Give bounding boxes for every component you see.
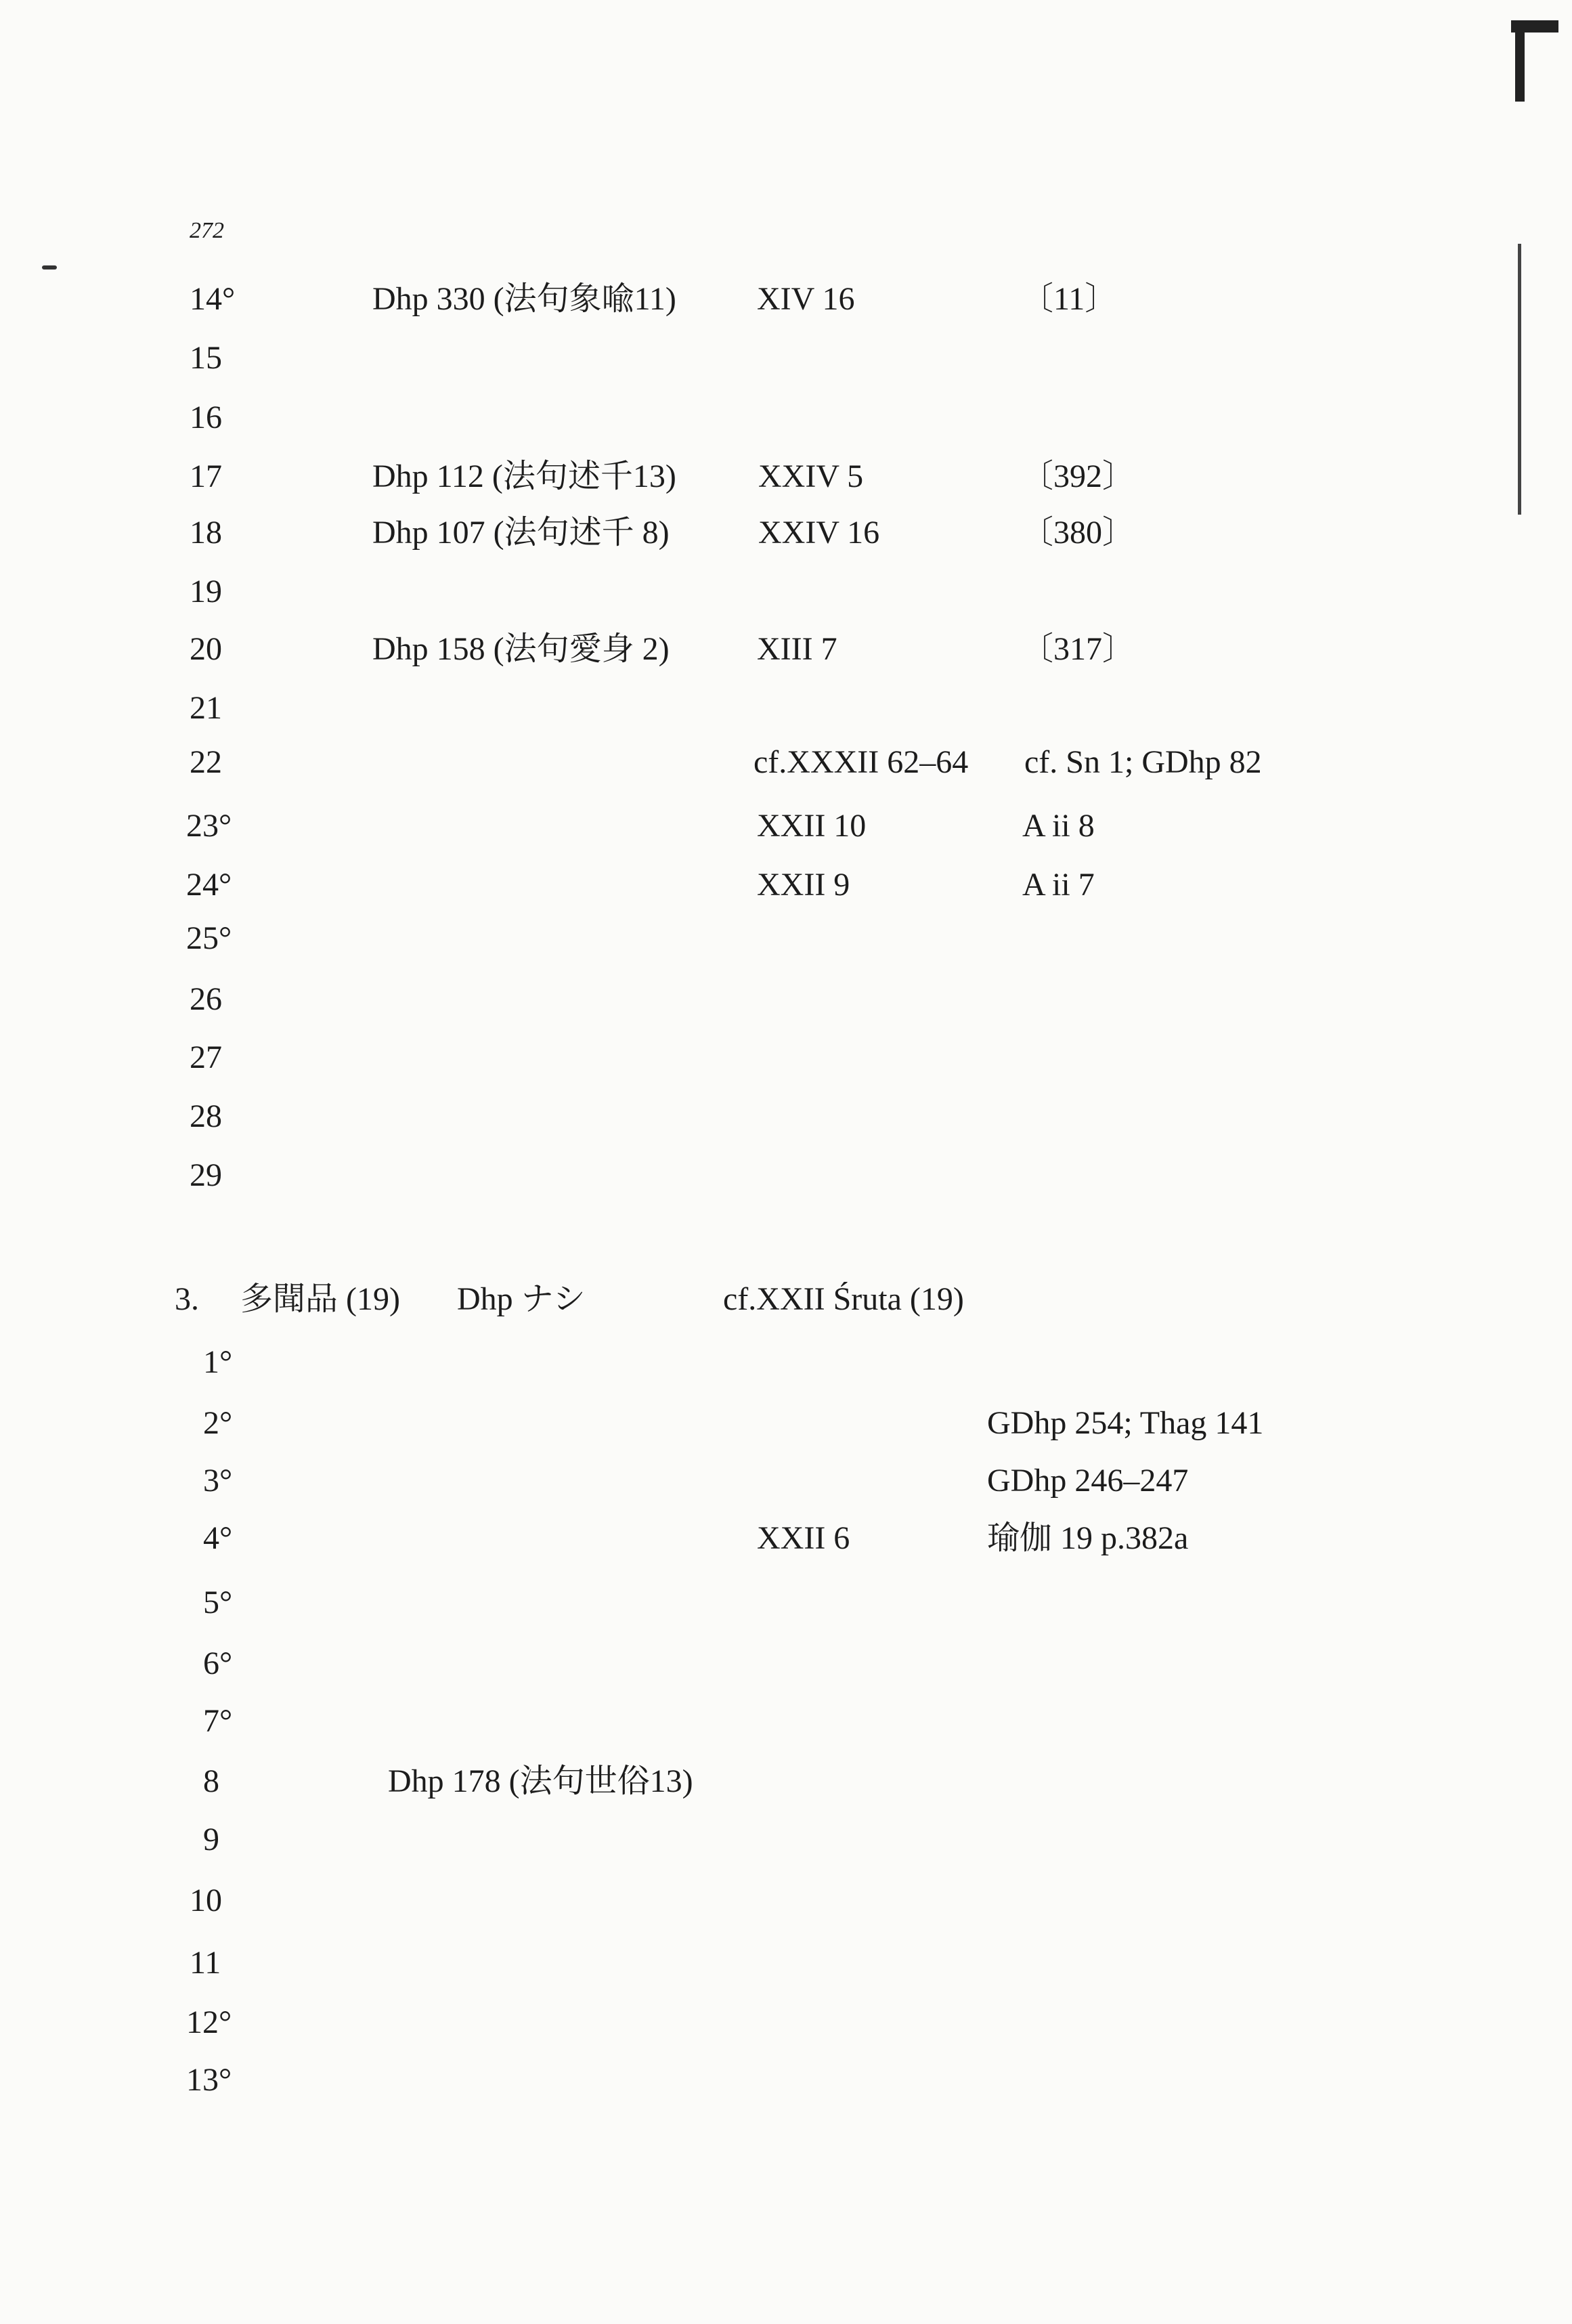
udanavarga-reference: XXII 6: [757, 1520, 850, 1556]
row-number: 15: [190, 340, 222, 376]
udanavarga-reference: XXII 9: [757, 867, 850, 903]
parallel-reference: 〔392〕: [1021, 458, 1135, 494]
row-number: 19: [190, 574, 222, 609]
scan-mark-top-right-stem: [1515, 20, 1525, 102]
row-number: 2°: [203, 1405, 233, 1441]
row-number: 14°: [190, 281, 236, 317]
udanavarga-reference: XXII 10: [757, 808, 867, 844]
row-number: 6°: [203, 1645, 233, 1681]
parallel-reference: 〔317〕: [1021, 631, 1135, 667]
dhp-reference: Dhp 112 (法句述千13): [372, 458, 676, 494]
udanavarga-reference: XIII 7: [757, 631, 837, 667]
row-number: 23°: [186, 808, 232, 844]
parallel-reference: GDhp 254; Thag 141: [987, 1405, 1264, 1441]
row-number: 21: [190, 690, 222, 726]
row-number: 26: [190, 981, 222, 1017]
udanavarga-reference: XXIV 16: [758, 515, 880, 551]
row-number: 4°: [203, 1520, 233, 1556]
section-number: 3.: [175, 1281, 199, 1317]
scan-mark-left-dash: [42, 265, 57, 270]
row-number: 25°: [186, 920, 232, 956]
row-number: 10: [190, 1882, 222, 1918]
parallel-reference: 瑜伽 19 p.382a: [987, 1520, 1189, 1556]
row-number: 12°: [186, 2004, 232, 2040]
row-number: 28: [190, 1098, 222, 1134]
row-number: 29: [190, 1157, 222, 1193]
section-dhp-reference: Dhp ナシ: [457, 1281, 586, 1317]
row-number: 27: [190, 1039, 222, 1075]
dhp-reference: Dhp 330 (法句象喩11): [372, 281, 676, 317]
section-udanavarga-reference: cf.XXII Śruta (19): [723, 1281, 964, 1317]
dhp-reference: Dhp 107 (法句述千 8): [372, 515, 670, 551]
row-number: 9: [203, 1822, 219, 1857]
row-number: 20: [190, 631, 222, 667]
parallel-reference: GDhp 246–247: [987, 1463, 1189, 1499]
parallel-reference: 〔11〕: [1021, 281, 1118, 317]
page-number: 272: [190, 218, 224, 243]
row-number: 17: [190, 458, 222, 494]
row-number: 1°: [203, 1344, 233, 1380]
section-title: 多聞品 (19): [240, 1281, 400, 1317]
udanavarga-reference: cf.XXXII 62–64: [754, 744, 969, 780]
dhp-reference: Dhp 178 (法句世俗13): [388, 1763, 693, 1799]
parallel-reference: cf. Sn 1; GDhp 82: [1024, 744, 1262, 780]
row-number: 11: [190, 1945, 221, 1981]
scan-mark-margin-line: [1518, 244, 1521, 515]
row-number: 3°: [203, 1463, 233, 1499]
dhp-reference: Dhp 158 (法句愛身 2): [372, 631, 670, 667]
udanavarga-reference: XIV 16: [757, 281, 855, 317]
row-number: 24°: [186, 867, 232, 903]
row-number: 22: [190, 744, 222, 780]
row-number: 7°: [203, 1703, 233, 1739]
parallel-reference: 〔380〕: [1021, 515, 1135, 551]
parallel-reference: A ii 7: [1022, 867, 1095, 903]
udanavarga-reference: XXIV 5: [758, 458, 864, 494]
row-number: 16: [190, 400, 222, 435]
row-number: 13°: [186, 2062, 232, 2098]
row-number: 8: [203, 1763, 219, 1799]
parallel-reference: A ii 8: [1022, 808, 1095, 844]
row-number: 5°: [203, 1585, 233, 1620]
row-number: 18: [190, 515, 222, 551]
